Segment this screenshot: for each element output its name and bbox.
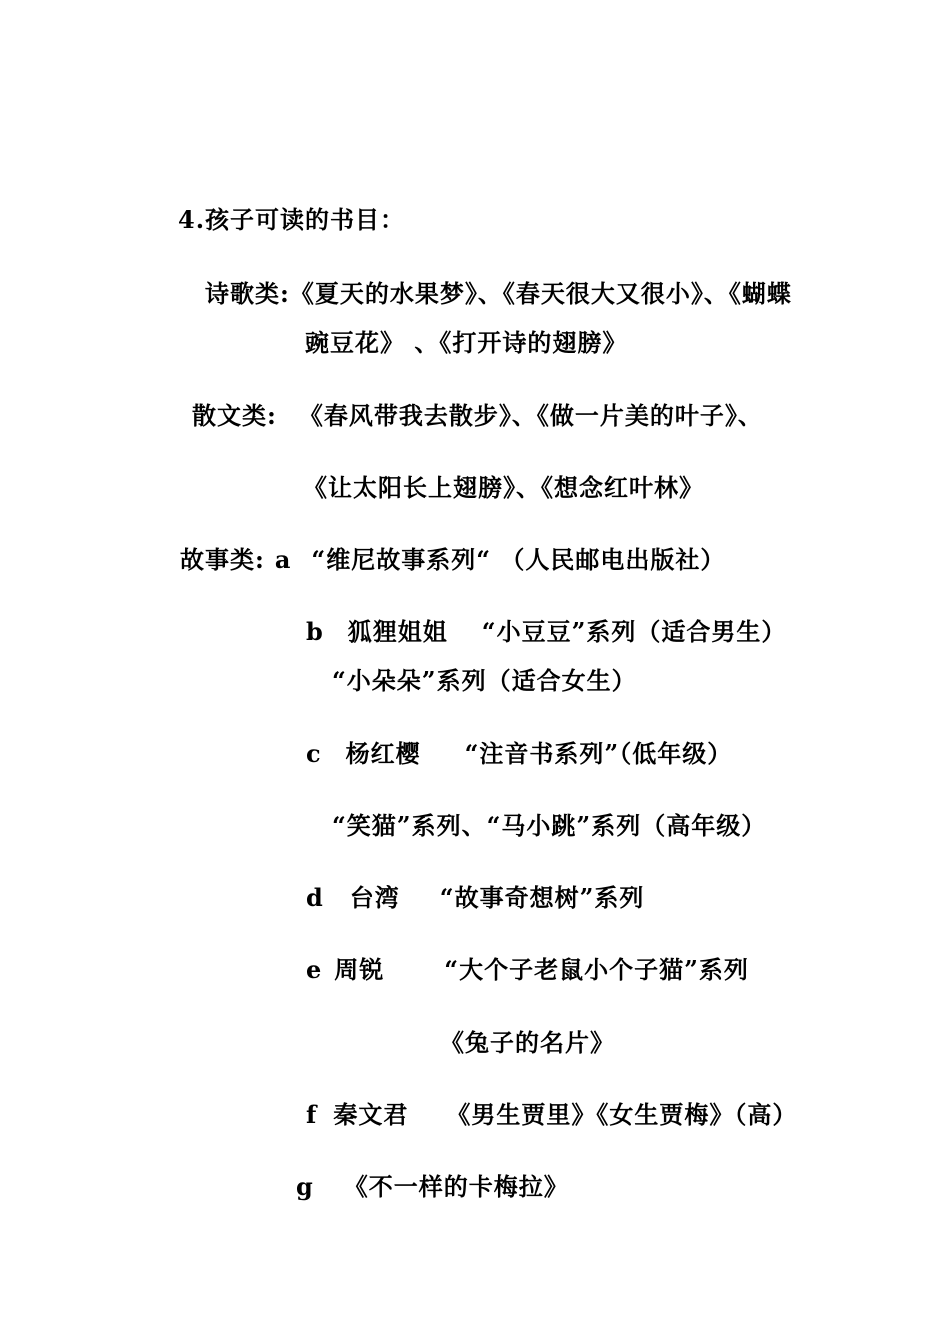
story-e-line-1 [306, 954, 749, 986]
prose-line-1 [192, 400, 763, 432]
story-e-line-2: 《兔子的名片》 [440, 1028, 615, 1057]
poetry-titles-1: 《夏天的水果梦》、《春天很大又很小》、《蝴蝶 [289, 279, 792, 308]
story-b-text-1: “小豆豆”系列（适合男生） [481, 617, 787, 646]
story-c-line-1 [306, 738, 732, 770]
story-e-author: 周锐 [334, 955, 385, 984]
stories-line-a [180, 544, 725, 576]
story-e-letter: e [306, 955, 323, 984]
prose-line-2: 《让太阳长上翅膀》、《想念红叶林》 [303, 473, 704, 502]
story-b-author: 狐狸姐姐 [347, 617, 448, 646]
story-f-author: 秦文君 [333, 1100, 409, 1129]
story-g-letter: g [296, 1172, 314, 1201]
story-f-letter: f [306, 1100, 318, 1129]
story-b-letter: b [306, 617, 324, 646]
poetry-label: 诗歌类: [205, 279, 290, 308]
story-e-text-1: “大个子老鼠小个子猫”系列 [444, 955, 749, 984]
story-b-line-1 [306, 616, 786, 648]
story-b-line-2: “小朵朵”系列（适合女生） [332, 666, 637, 695]
story-d-line [306, 882, 644, 914]
section-heading: 4.孩子可读的书目： [178, 205, 406, 234]
story-c-text-1: “注音书系列”（低年级） [464, 739, 733, 768]
story-c-letter: c [306, 739, 322, 768]
story-d-letter: d [306, 883, 324, 912]
story-a-text: “维尼故事系列“ （人民邮电出版社） [311, 545, 726, 574]
prose-titles-1: 《春风带我去散步》、《做一片美的叶子》、 [298, 401, 763, 430]
poetry-line-2: 豌豆花》 、《打开诗的翅膀》 [305, 328, 628, 357]
story-f-text: 《男生贾里》《女生贾梅》（高） [446, 1100, 798, 1129]
story-a-letter: a [274, 545, 292, 574]
story-g-line [296, 1171, 569, 1203]
story-g-text: 《不一样的卡梅拉》 [343, 1172, 569, 1201]
stories-label: 故事类: [180, 545, 265, 574]
story-d-author: 台湾 [349, 883, 400, 912]
story-c-line-2: “笑猫”系列、“马小跳”系列（高年级） [332, 811, 767, 840]
story-c-author: 杨红樱 [345, 739, 421, 768]
story-f-line [306, 1099, 797, 1131]
poetry-line-1 [205, 278, 792, 310]
prose-label: 散文类: [192, 401, 277, 430]
story-d-text: “故事奇想树”系列 [439, 883, 645, 912]
